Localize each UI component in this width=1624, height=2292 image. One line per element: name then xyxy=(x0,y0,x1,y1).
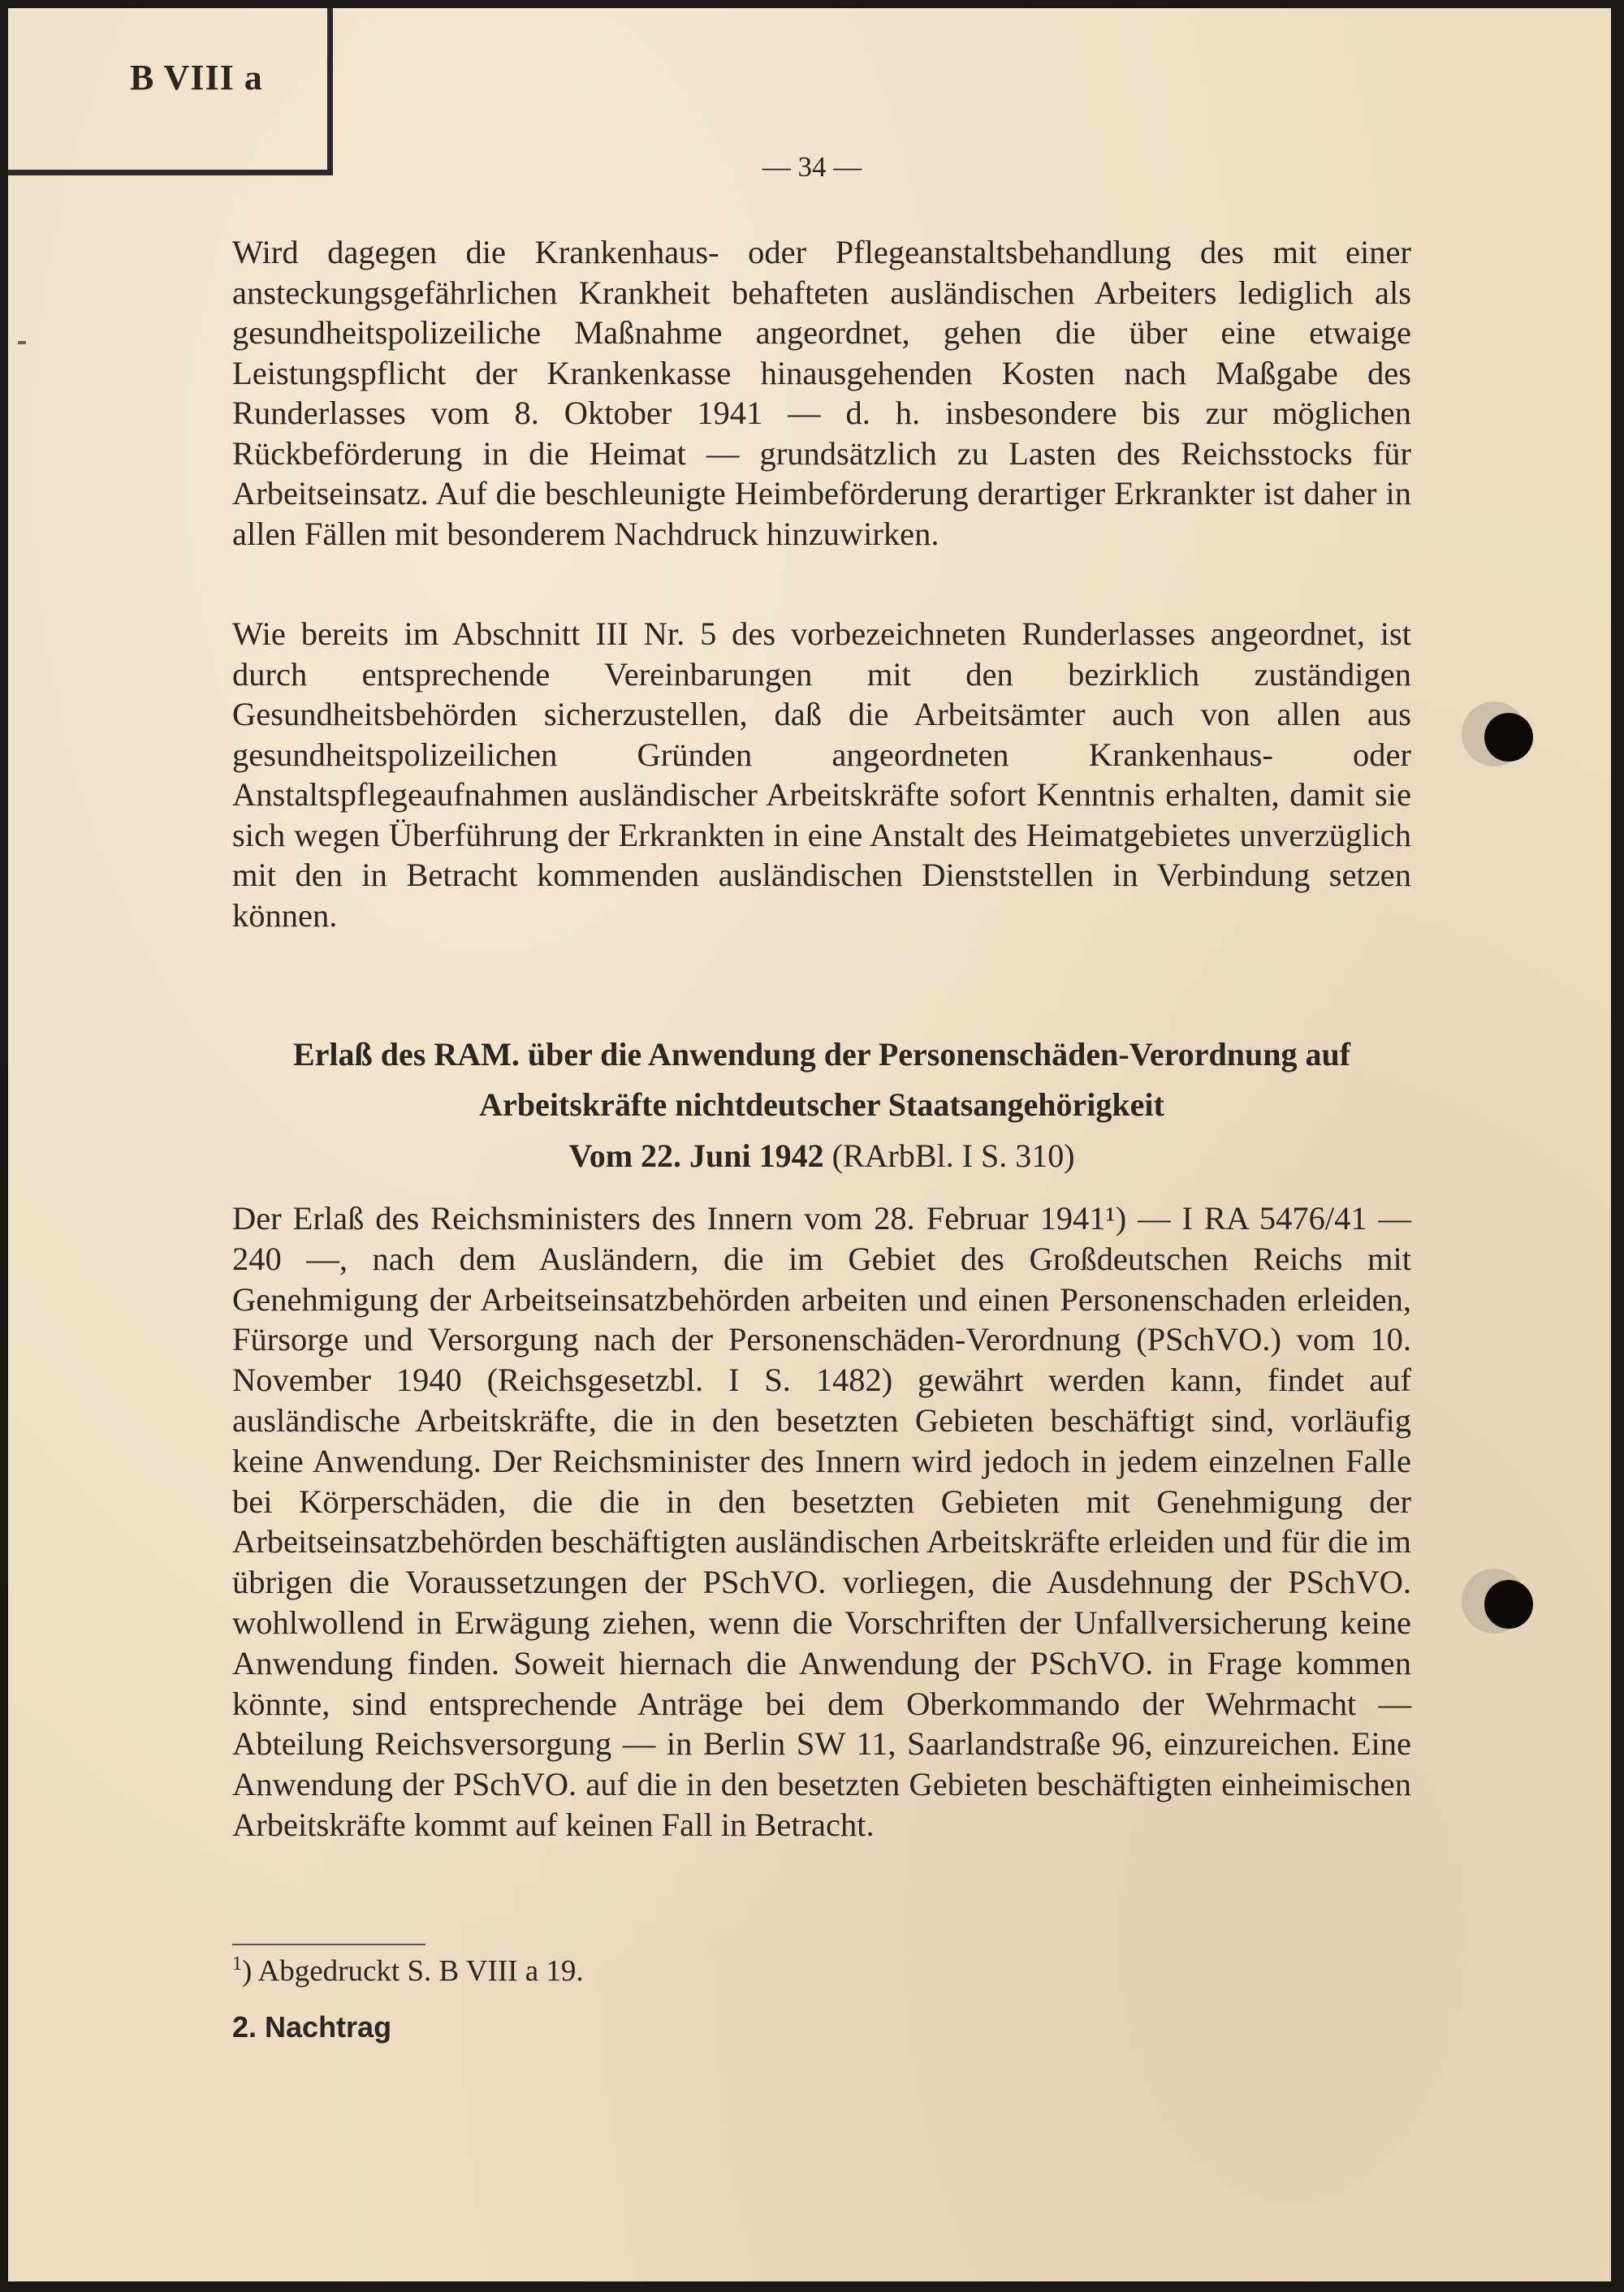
paragraph-2: Wie bereits im Abschnitt III Nr. 5 des vorbezeichneten Runderlasses angeordnet, ist durch entsprechende Vereinbarungen mit den bezirklich zuständigen Gesundheitsbehörden sicherzustellen, daß die Arbeitsämter auch von allen aus gesundheitspolizeilichen Gründen angeordneten Krankenhaus- oder Anstaltspflegeaufnahmen ausländischer Arbeitskräfte sofort Kenntnis erhalten, damit sie sich wegen Überführung der Erkrankten in eine Anstalt des Heimatgebietes unverzüglich mit den in Betracht kommenden ausländischen Dienststellen in Verbindung setzen können. xyxy=(232,615,1411,934)
supplement-label: 2. Nachtrag xyxy=(232,2010,392,2044)
punch-hole-upper xyxy=(1484,713,1533,762)
decree-date-line xyxy=(232,1137,1411,1175)
paragraph-1: Wird dagegen die Krankenhaus- oder Pflegeanstaltsbehandlung des mit einer ansteckungsgefährlichen Krankheit behafteten ausländischen Arbeiters lediglich als gesundheitspolizeiliche Maßnahme angeordnet, gehen die über eine etwaige Leistungspflicht der Krankenkasse hinausgehenden Kosten nach Maßgabe des Runderlasses vom 8. Oktober 1941 — d. h. insbesondere bis zur möglichen Rückbeförderung in die Heimat — grundsätzlich zu Lasten des Reichsstocks für Arbeitseinsatz. Auf die beschleunigte Heimbeförderung derartiger Erkrankter ist daher in allen Fällen mit besonderem Nachdruck hinzuwirken. xyxy=(232,234,1411,552)
footnote-divider xyxy=(232,1944,425,1945)
decree-date: Vom 22. Juni 1942 xyxy=(568,1137,824,1174)
punch-hole-lower xyxy=(1484,1580,1533,1629)
decree-text: Der Erlaß des Reichsministers des Innern vom 28. Februar 1941¹) — I RA 5476/41 — 240 —, nach dem Ausländern, die im Gebiet des Großdeutschen Reichs mit Genehmigung der Arbeitseinsatzbehörden arbeiten und einen Personenschaden erleiden, Fürsorge und Versorgung nach der Personenschäden-Verordnung (PSchVO.) vom 10. November 1940 (Reichsgesetzbl. I S. 1482) gewährt werden kann, findet auf ausländische Arbeitskräfte, die in den besetzten Gebieten beschäftigt sind, vorläufig keine Anwendung. Der Reichsminister des Innern wird jedoch in jedem einzelnen Falle bei Körperschäden, die die in den besetzten Gebieten mit Genehmigung der Arbeitseinsatzbehörden beschäftigten ausländischen Arbeitskräfte erleiden und für die im übrigen die Voraussetzungen der PSchVO. vorliegen, die Ausdehnung der PSchVO. wohlwollend in Erwägung ziehen, wenn die Vorschriften der Unfallversicherung keine Anwendung finden. Soweit hiernach die Anwendung der PSchVO. in Frage kommen könnte, sind entsprechende Anträge bei dem Oberkommando der Wehrmacht — Abteilung Reichsversorgung — in Berlin SW 11, Saarlandstraße 96, einzureichen. Eine Anwendung der PSchVO. auf die in den besetzten Gebieten beschäftigten einheimischen Arbeitskräfte kommt auf keinen Fall in Betracht. xyxy=(232,1200,1411,1843)
page-number: — 34 — xyxy=(762,151,862,183)
footnote xyxy=(232,1953,584,1988)
footnote-text: ) Abgedruckt S. B VIII a 19. xyxy=(242,1954,584,1988)
footnote-marker: 1 xyxy=(232,1953,242,1975)
section-label: B VIII a xyxy=(130,58,263,97)
decree-source: (RArbBl. I S. 310) xyxy=(831,1137,1075,1174)
margin-mark xyxy=(18,341,26,344)
document-page xyxy=(8,8,1611,2281)
decree-heading: Erlaß des RAM. über die Anwendung der Personenschäden-Verordnung auf Arbeitskräfte nichtdeutscher Staatsangehörigkeit xyxy=(292,1036,1351,1123)
